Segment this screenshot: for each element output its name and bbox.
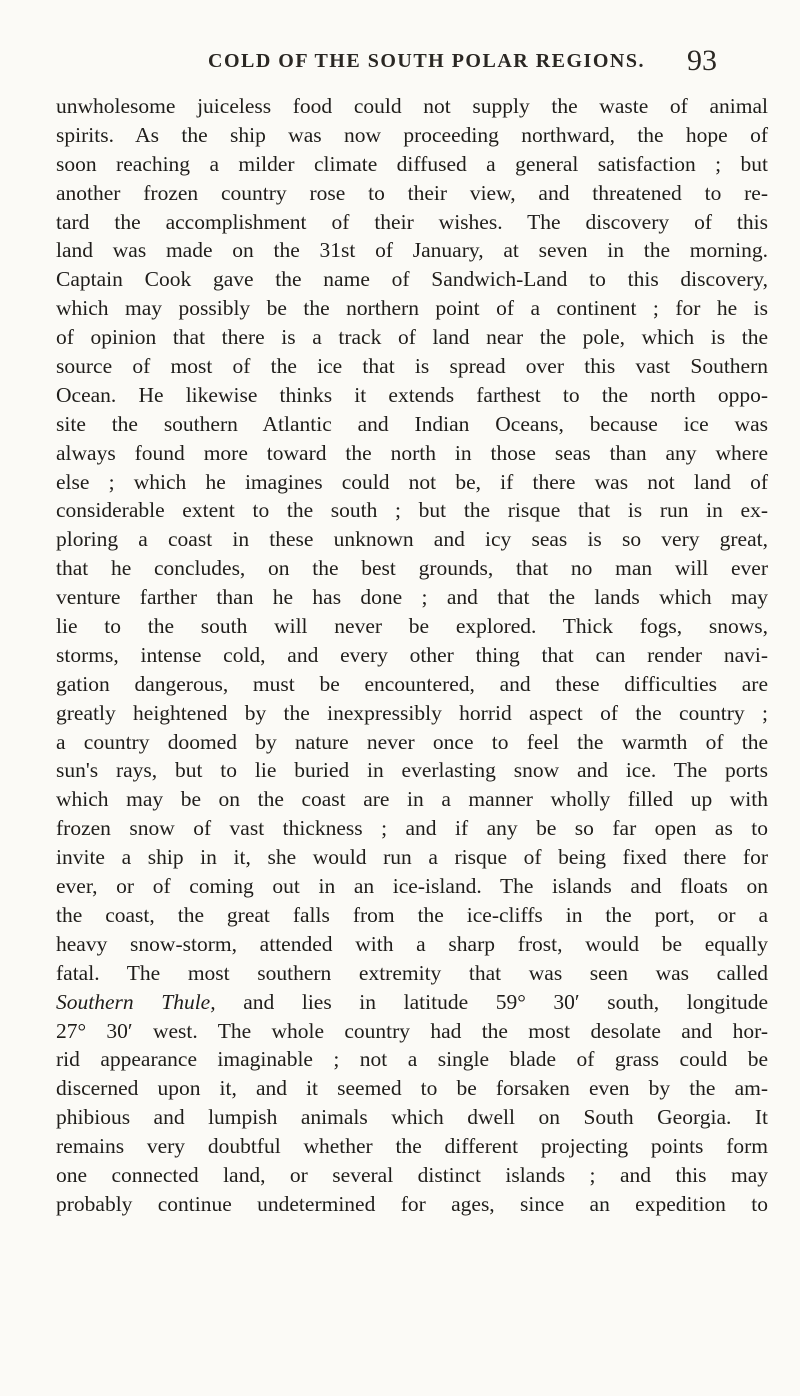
text-line-continuation: and lies in latitude 59° 30′ south, longitude xyxy=(243,989,769,1014)
text-line: considerable extent to the south ; but the risque that is run in ex- xyxy=(56,498,768,523)
text-line: probably continue undetermined for ages, since an expedition to xyxy=(56,1191,768,1216)
text-line: spirits. As the ship was now proceeding northward, the hope of xyxy=(56,122,768,147)
body-text xyxy=(56,92,768,1219)
text-line: the coast, the great falls from the ice-cliffs in the port, or a xyxy=(56,902,768,927)
text-line: soon reaching a milder climate diffused a general satisfaction ; but xyxy=(56,151,768,176)
text-line: always found more toward the north in those seas than any where xyxy=(56,440,768,465)
text-line: venture farther than he has done ; and that the lands which may xyxy=(56,585,768,610)
text-line: land was made on the 31st of January, at seven in the morning. xyxy=(56,238,768,263)
page-number: 93 xyxy=(687,44,717,77)
running-head xyxy=(0,44,800,90)
text-line: storms, intense cold, and every other thing that can render navi- xyxy=(56,642,768,667)
text-line: a country doomed by nature never once to feel the warmth of the xyxy=(56,729,768,754)
text-line: lie to the south will never be explored. Thick fogs, snows, xyxy=(56,614,768,639)
text-line: that he concludes, on the best grounds, that no man will ever xyxy=(56,556,768,581)
text-line: which may possibly be the northern point of a continent ; for he is xyxy=(56,296,768,321)
text-line: heavy snow-storm, attended with a sharp frost, would be equally xyxy=(56,931,768,956)
text-line: one connected land, or several distinct islands ; and this may xyxy=(56,1162,768,1187)
italic-place-name: Southern Thule, xyxy=(56,989,216,1014)
running-title: COLD OF THE SOUTH POLAR REGIONS. xyxy=(208,50,645,72)
text-line: gation dangerous, must be encountered, and these difficulties are xyxy=(56,671,768,696)
text-line: site the southern Atlantic and Indian Oceans, because ice was xyxy=(56,411,768,436)
text-line: unwholesome juiceless food could not supply the waste of animal xyxy=(56,94,768,118)
text-line: source of most of the ice that is spread over this vast Southern xyxy=(56,354,768,379)
text-line: of opinion that there is a track of land near the pole, which is the xyxy=(56,325,768,350)
text-line: Ocean. He likewise thinks it extends farthest to the north oppo- xyxy=(56,382,768,407)
text-line: Captain Cook gave the name of Sandwich-Land to this discovery, xyxy=(56,267,768,292)
text-line: remains very doubtful whether the different projecting points form xyxy=(56,1134,768,1159)
text-line: sun's rays, but to lie buried in everlasting snow and ice. The ports xyxy=(56,758,768,783)
text-line: 27° 30′ west. The whole country had the most desolate and hor- xyxy=(56,1018,768,1043)
text-line: rid appearance imaginable ; not a single blade of grass could be xyxy=(56,1047,768,1072)
text-line: which may be on the coast are in a manner wholly filled up with xyxy=(56,787,768,812)
text-line: frozen snow of vast thickness ; and if any be so far open as to xyxy=(56,816,768,841)
text-line: ploring a coast in these unknown and icy seas is so very great, xyxy=(56,527,768,552)
text-line: invite a ship in it, she would run a risque of being fixed there for xyxy=(56,845,768,870)
text-line: greatly heightened by the inexpressibly horrid aspect of the country ; xyxy=(56,700,768,725)
text-line: fatal. The most southern extremity that was seen was called xyxy=(56,960,768,985)
text-line: phibious and lumpish animals which dwell on South Georgia. It xyxy=(56,1105,768,1130)
text-line-with-italic xyxy=(56,988,768,1017)
text-line: discerned upon it, and it seemed to be forsaken even by the am- xyxy=(56,1076,768,1101)
text-line: else ; which he imagines could not be, if there was not land of xyxy=(56,469,768,494)
text-line: tard the accomplishment of their wishes. The discovery of this xyxy=(56,209,768,234)
text-line: another frozen country rose to their view, and threatened to re- xyxy=(56,180,768,205)
text-line: ever, or of coming out in an ice-island. The islands and floats on xyxy=(56,874,768,899)
